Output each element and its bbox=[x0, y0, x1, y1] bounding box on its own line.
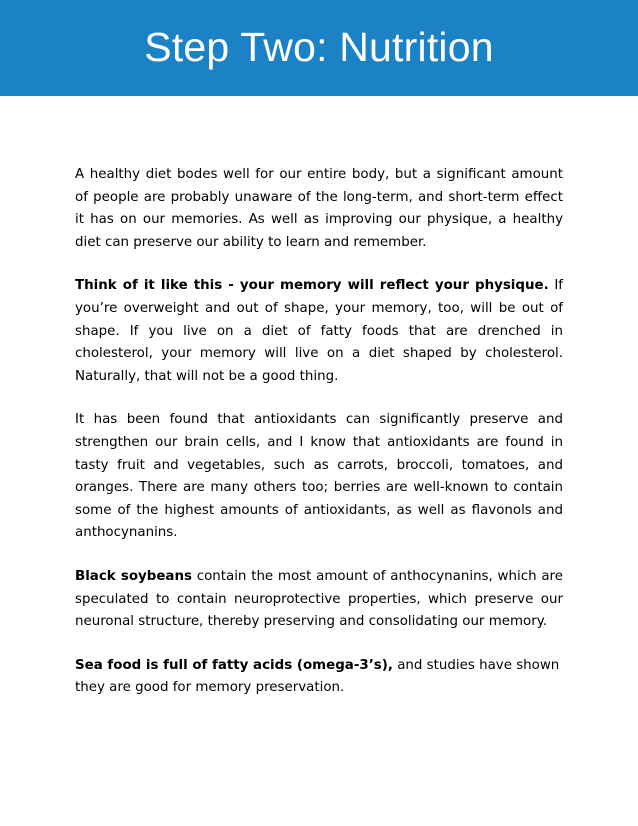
paragraph-seafood bbox=[75, 655, 563, 700]
paragraph-physique-lead: Think of it like this - your memory will reflect your physique. bbox=[75, 278, 549, 294]
paragraph-seafood-text: and studies have shown they are good for memory preservation. bbox=[75, 657, 560, 696]
paragraph-soybeans-lead: Black soybeans bbox=[75, 568, 192, 584]
paragraph-physique bbox=[75, 275, 563, 388]
paragraph-soybeans bbox=[75, 566, 563, 634]
paragraph-intro bbox=[75, 164, 563, 254]
paragraph-soybeans-text: contain the most amount of anthocynanins, which are speculated to contain neuroprotective properties, which preserve our neuronal structure, thereby preserving and consolidating our memory. bbox=[75, 568, 563, 630]
title-banner bbox=[0, 0, 638, 96]
paragraph-intro-text: A healthy diet bodes well for our entire body, but a significant amount of people are probably unaware of the long-term, and short-term effect it has on our memories. As well as improving our physique, a healthy diet can preserve our ability to learn and remember. bbox=[75, 167, 563, 250]
page-title: Step Two: Nutrition bbox=[144, 24, 494, 70]
paragraph-antioxidants bbox=[75, 409, 563, 545]
paragraph-seafood-lead: Sea food is full of fatty acids (omega-3’s), bbox=[75, 657, 393, 673]
paragraph-antioxidants-text: It has been found that antioxidants can significantly preserve and strengthen our brain cells, and I know that antioxidants are found in tasty fruit and vegetables, such as carrots, broccoli, tomatoes, and oranges. There are many others too; berries are well-known to contain some of the highest amounts of antioxidants, as well as flavonols and anthocynanins. bbox=[75, 412, 563, 541]
paragraph-physique-text: If you’re overweight and out of shape, your memory, too, will be out of shape. If you live on a diet of fatty foods that are drenched in cholesterol, your memory will live on a diet shaped by cholesterol. Naturally, that will not be a good thing. bbox=[75, 278, 563, 384]
body-content bbox=[75, 164, 563, 721]
